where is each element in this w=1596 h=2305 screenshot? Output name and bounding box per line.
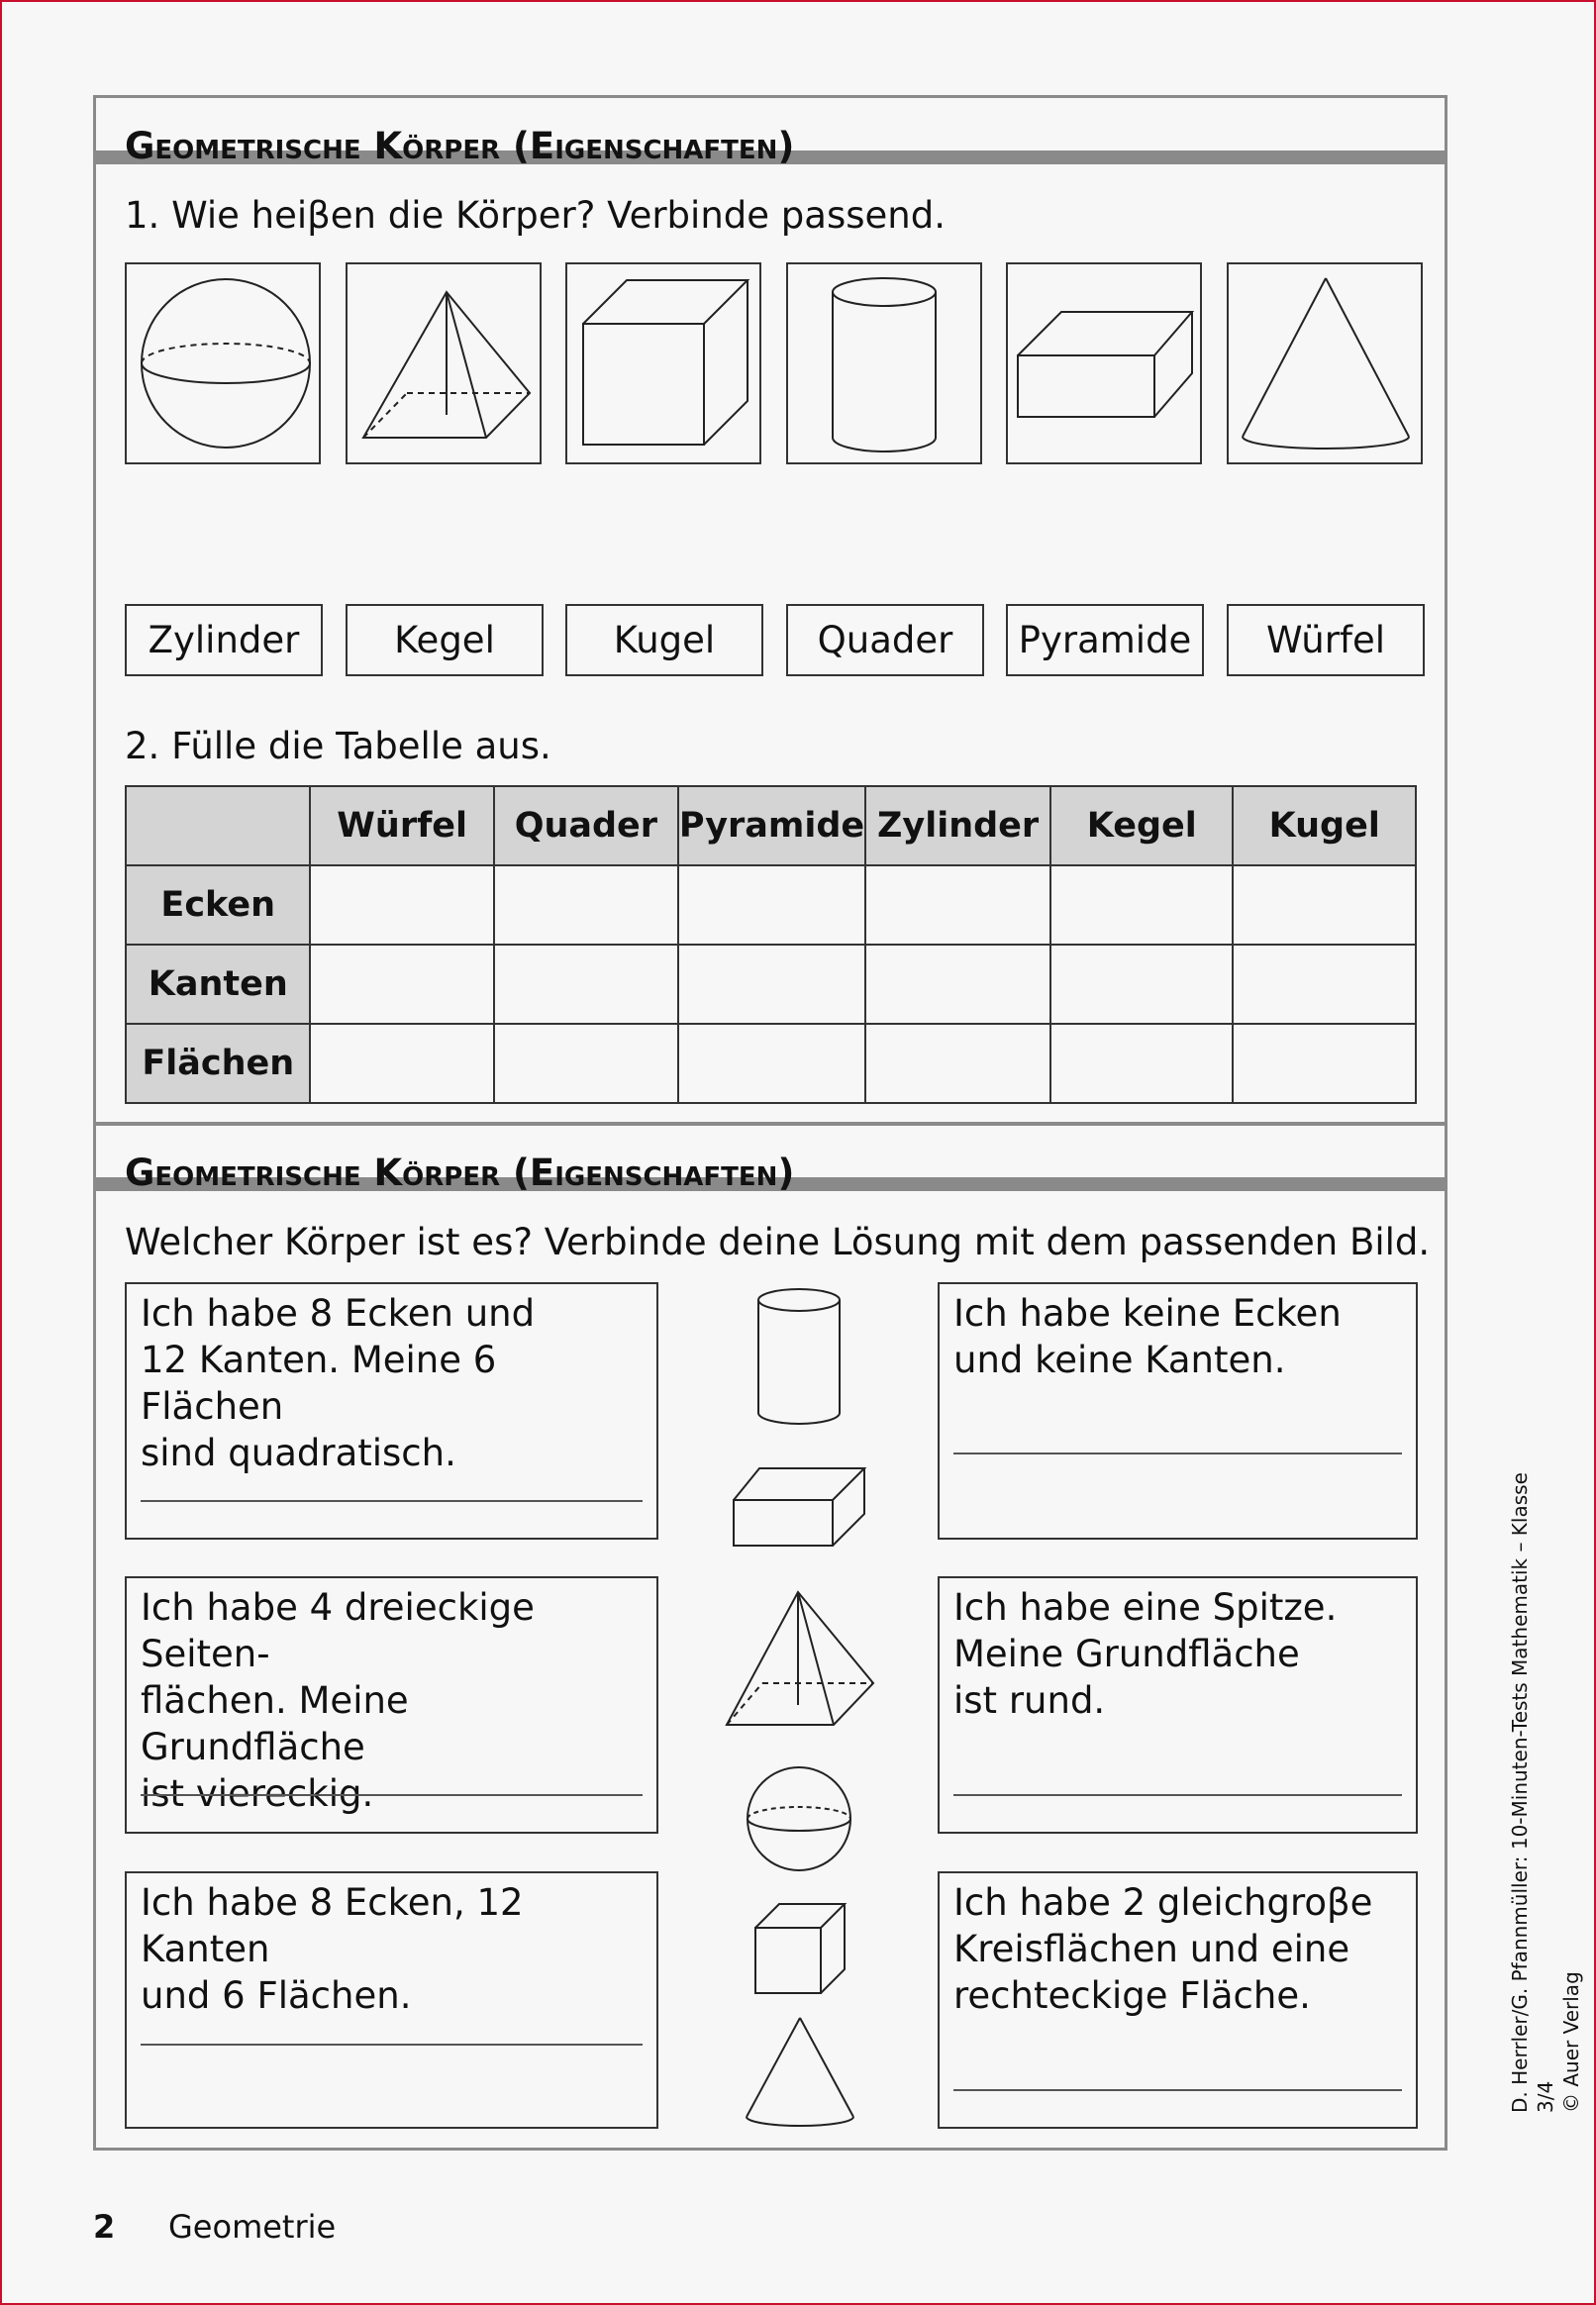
cube-icon (567, 264, 759, 462)
cylinder-icon (788, 264, 980, 462)
riddle-text: Ich habe 2 gleichgroβe Kreisflächen und eine rechteckige Fläche. (953, 1881, 1373, 2017)
credit-line-1: D. Herrler/G. Pfannmüller: 10-Minuten-Tests Mathematik – Klasse 3/4 (1508, 1472, 1557, 2113)
column-header-zylinder: Zylinder (865, 786, 1050, 865)
page-number: 2 (93, 2208, 116, 2246)
answer-cell[interactable] (494, 1024, 678, 1103)
credit-line-2: © Auer Verlag (1559, 1971, 1583, 2113)
properties-table (125, 785, 1417, 1104)
answer-cell[interactable] (678, 1024, 865, 1103)
cone-icon[interactable] (743, 2014, 857, 2129)
side-credit (1507, 1440, 1584, 2113)
riddle-card-right-3 (938, 1871, 1418, 2129)
cuboid-icon[interactable] (730, 1462, 868, 1552)
column-header-kugel: Kugel (1233, 786, 1416, 865)
shape-box-cone (1227, 262, 1423, 464)
answer-cell[interactable] (310, 945, 493, 1024)
riddle-text: Ich habe 4 dreieckige Seiten- flächen. Meine Grundfläche ist viereckig. (141, 1586, 535, 1815)
task-2-instruction: 2. Fülle die Tabelle aus. (125, 725, 551, 767)
answer-cell[interactable] (865, 945, 1050, 1024)
answer-cell[interactable] (678, 865, 865, 945)
answer-cell[interactable] (1050, 865, 1233, 945)
answer-cell[interactable] (1233, 1024, 1416, 1103)
table-row (126, 1024, 1416, 1103)
answer-cell[interactable] (865, 865, 1050, 945)
shape-box-cuboid (1006, 262, 1202, 464)
riddle-card-left-1 (125, 1282, 658, 1540)
table-row (126, 945, 1416, 1024)
answer-cell[interactable] (310, 865, 493, 945)
row-header-ecken: Ecken (126, 865, 310, 945)
riddle-text: Ich habe 8 Ecken, 12 Kanten und 6 Flächen. (141, 1881, 524, 2017)
column-header-wuerfel: Würfel (310, 786, 493, 865)
cuboid-icon (1008, 264, 1200, 462)
answer-line[interactable] (953, 1453, 1402, 1454)
shape-box-cube (565, 262, 761, 464)
word-card-quader[interactable]: Quader (786, 604, 984, 676)
column-header-quader: Quader (494, 786, 678, 865)
table-header-row (126, 786, 1416, 865)
answer-cell[interactable] (1050, 945, 1233, 1024)
riddle-text: Ich habe keine Ecken und keine Kanten. (953, 1292, 1342, 1381)
shape-box-cylinder (786, 262, 982, 464)
section-1-heading: Geometrische Körper (Eigenschaften) (125, 125, 795, 167)
word-card-wuerfel[interactable]: Würfel (1227, 604, 1425, 676)
riddle-card-left-3 (125, 1871, 658, 2129)
word-card-kegel[interactable]: Kegel (346, 604, 544, 676)
footer-section-label: Geometrie (168, 2208, 337, 2246)
section-2-heading: Geometrische Körper (Eigenschaften) (125, 1152, 795, 1194)
cone-icon (1229, 264, 1421, 462)
pyramid-icon[interactable] (723, 1588, 877, 1732)
table-corner-cell (126, 786, 310, 865)
riddle-text: Ich habe 8 Ecken und 12 Kanten. Meine 6 Flächen sind quadratisch. (141, 1292, 536, 1474)
answer-line[interactable] (141, 1794, 643, 1796)
table-row (126, 865, 1416, 945)
answer-cell[interactable] (678, 945, 865, 1024)
sphere-icon[interactable] (745, 1764, 853, 1873)
answer-cell[interactable] (1233, 945, 1416, 1024)
row-header-kanten: Kanten (126, 945, 310, 1024)
sphere-icon (127, 264, 319, 462)
answer-cell[interactable] (865, 1024, 1050, 1103)
row-header-flaechen: Flächen (126, 1024, 310, 1103)
cube-icon[interactable] (752, 1901, 848, 1996)
column-header-pyramide: Pyramide (678, 786, 865, 865)
riddle-card-right-1 (938, 1282, 1418, 1540)
answer-line[interactable] (953, 1794, 1402, 1796)
task-1-instruction: 1. Wie heiβen die Körper? Verbinde passend. (125, 194, 946, 237)
column-header-kegel: Kegel (1050, 786, 1233, 865)
shape-box-sphere (125, 262, 321, 464)
shape-box-pyramid (346, 262, 542, 464)
answer-cell[interactable] (494, 865, 678, 945)
riddle-text: Ich habe eine Spitze. Meine Grundfläche ist rund. (953, 1586, 1338, 1722)
word-card-kugel[interactable]: Kugel (565, 604, 763, 676)
answer-cell[interactable] (1050, 1024, 1233, 1103)
cylinder-icon[interactable] (749, 1284, 848, 1433)
answer-line[interactable] (141, 1500, 643, 1502)
pyramid-icon (348, 264, 540, 462)
riddle-card-right-2 (938, 1576, 1418, 1834)
answer-line[interactable] (953, 2089, 1402, 2091)
word-card-zylinder[interactable]: Zylinder (125, 604, 323, 676)
section-2-instruction: Welcher Körper ist es? Verbinde deine Lösung mit dem passenden Bild. (125, 1221, 1431, 1263)
answer-cell[interactable] (1233, 865, 1416, 945)
word-card-pyramide[interactable]: Pyramide (1006, 604, 1204, 676)
answer-cell[interactable] (310, 1024, 493, 1103)
answer-line[interactable] (141, 2044, 643, 2046)
answer-cell[interactable] (494, 945, 678, 1024)
riddle-card-left-2 (125, 1576, 658, 1834)
